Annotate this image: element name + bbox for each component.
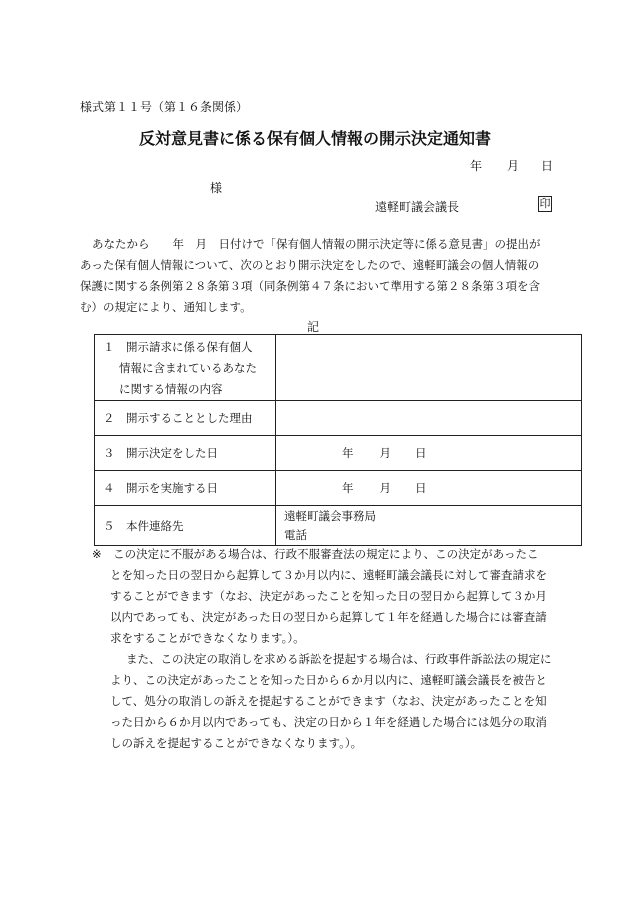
row4-year: 年 bbox=[342, 481, 354, 495]
note-line: より、この決定があったことを知った日から６か月以内に、遠軽町議会議長を被告と bbox=[110, 673, 547, 687]
contact-phone: 電話 bbox=[284, 527, 307, 542]
row1-label-line: １ 開示請求に係る保有個人 bbox=[103, 340, 253, 354]
body-line: む）の規定により、通知します。 bbox=[80, 300, 252, 314]
contact-office: 遠軽町議会事務局 bbox=[284, 508, 376, 523]
row1-value bbox=[276, 335, 582, 401]
body-line: あなたから 年 月 日付けで「保有個人情報の開示決定等に係る意見書」の提出が bbox=[92, 237, 541, 251]
row3-year: 年 bbox=[342, 446, 354, 460]
row3-value bbox=[276, 436, 582, 471]
table-row bbox=[95, 436, 582, 471]
date-year: 年 bbox=[470, 159, 483, 173]
sender-name: 遠軽町議会議長 bbox=[375, 200, 460, 214]
row2-label: ２ 開示することとした理由 bbox=[95, 401, 276, 436]
row3-month: 月 bbox=[379, 446, 391, 460]
row1-label-line: 情報に含まれているあなた bbox=[119, 361, 257, 375]
note-line: ※ この決定に不服がある場合は、行政不服審査法の規定により、この決定があったこ bbox=[92, 547, 539, 561]
date-day: 日 bbox=[541, 159, 554, 173]
document-title: 反対意見書に係る保有個人情報の開示決定通知書 bbox=[138, 129, 491, 148]
note-line: とを知った日の翌日から起算して３か月以内に、遠軽町議会議長に対して審査請求を bbox=[110, 568, 547, 582]
form-number: 様式第１１号（第１６条関係） bbox=[80, 100, 249, 114]
note-line: った日から６か月以内であっても、決定の日から１年を経過した場合には処分の取消 bbox=[110, 715, 547, 729]
body-line: 保護に関する条例第２８条第３項（同条例第４７条において準用する第２８条第３項を含 bbox=[80, 279, 540, 293]
row3-label: ３ 開示決定をした日 bbox=[95, 436, 276, 471]
table-row bbox=[95, 401, 582, 436]
note-line: 以内であっても、決定があった日の翌日から起算して１年を経過した場合には審査請 bbox=[110, 610, 547, 624]
note-line: して、処分の取消しの訴えを提起することができます（なお、決定があったことを知 bbox=[110, 694, 547, 708]
row5-value bbox=[276, 506, 582, 546]
note-line: 求をすることができなくなります。）。 bbox=[110, 631, 305, 645]
row2-value bbox=[276, 401, 582, 436]
row4-month: 月 bbox=[379, 481, 391, 495]
seal-box: 印 bbox=[539, 197, 551, 210]
table-row bbox=[95, 471, 582, 506]
row3-day: 日 bbox=[415, 446, 427, 460]
addressee-suffix: 様 bbox=[210, 181, 223, 195]
row5-label: ５ 本件連絡先 bbox=[95, 506, 276, 546]
row1-label bbox=[95, 335, 276, 401]
row4-value bbox=[276, 471, 582, 506]
row1-label-line: に関する情報の内容 bbox=[119, 382, 223, 396]
notice-body bbox=[80, 234, 562, 318]
ki-heading: 記 bbox=[307, 320, 320, 334]
table-row bbox=[95, 506, 582, 546]
row4-day: 日 bbox=[415, 481, 427, 495]
body-line: あった保有個人情報について、次のとおり開示決定をしたので、遠軽町議会の個人情報の bbox=[80, 258, 540, 272]
decision-table bbox=[94, 334, 582, 546]
note-line: また、この決定の取消しを求める訴訟を提起する場合は、行政事件訴訟法の規定に bbox=[126, 652, 552, 666]
table-row bbox=[95, 335, 582, 401]
notes-section bbox=[92, 544, 582, 754]
note-line: することができます（なお、決定があったことを知った日の翌日から起算して３か月 bbox=[110, 589, 547, 603]
date-month: 月 bbox=[507, 159, 520, 173]
row4-label: ４ 開示を実施する日 bbox=[95, 471, 276, 506]
note-line: しの訴えを提起することができなくなります。）。 bbox=[110, 736, 363, 750]
